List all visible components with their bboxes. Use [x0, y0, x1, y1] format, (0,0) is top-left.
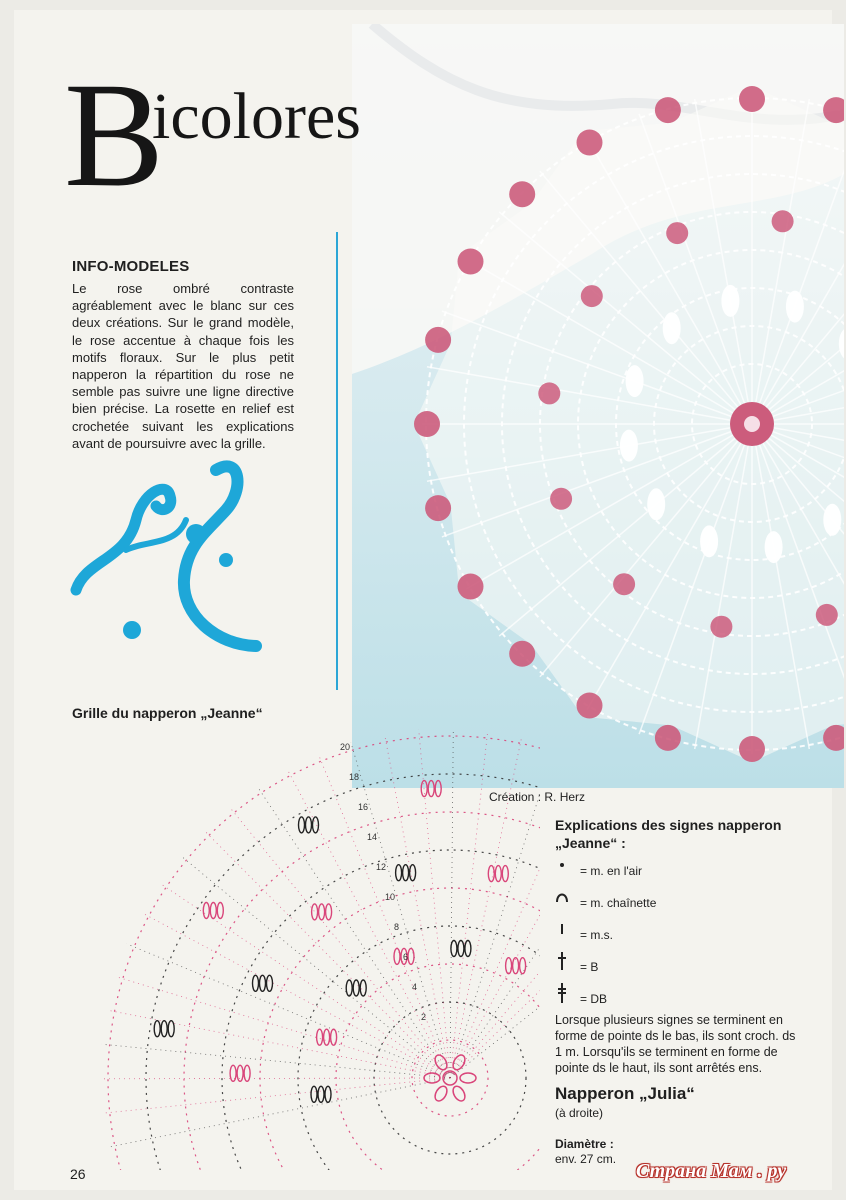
diameter-value: env. 27 cm. [555, 1152, 617, 1166]
legend-text: = B [580, 960, 599, 974]
crochet-chart-diagram [70, 700, 540, 1170]
page-number: 26 [70, 1166, 86, 1182]
legend-text: = DB [580, 992, 608, 1006]
db-symbol-icon [555, 982, 569, 1004]
legend-note: Lorsque plusieurs signes se terminent en forme de pointe ds le bas, ils sont croch. ds 1 m. Lorsqu'ils se terminent en forme de pointe ds le haut, ils sont arrêtés ens. [555, 1013, 796, 1075]
legend-title: Explications des signes napperon „Jeanne“ : [555, 817, 782, 851]
accent-divider [336, 232, 338, 690]
doily-photo [352, 24, 844, 788]
title-rest: icolores [152, 80, 361, 153]
round-number: 14 [367, 832, 378, 842]
b-symbol-icon [555, 950, 569, 972]
round-number: 16 [358, 802, 369, 812]
grille-title: Grille du napperon „Jeanne“ [72, 705, 263, 721]
legend-text: = m.s. [580, 928, 614, 942]
crochet-doily-image [352, 24, 844, 788]
round-number: 18 [349, 772, 360, 782]
bar-symbol-icon [555, 918, 569, 940]
title-initial: B [64, 52, 165, 218]
page-title [64, 52, 361, 218]
round-number: 20 [340, 742, 351, 752]
site-watermark: Страна Мам . ру [636, 1160, 787, 1182]
magazine-page [14, 10, 832, 1190]
round-number: 2 [421, 1012, 427, 1022]
dot-symbol-icon [555, 854, 569, 876]
legend-text: = m. chaînette [580, 896, 657, 910]
photo-credit: Création : R. Herz [489, 790, 586, 804]
round-number: 8 [394, 922, 400, 932]
julia-title: Napperon „Julia“ [555, 1084, 695, 1103]
info-heading: INFO-MODELES [72, 258, 190, 275]
julia-subtitle: (à droite) [555, 1106, 604, 1120]
legend-text: = m. en l'air [580, 864, 642, 878]
arc-symbol-icon [555, 886, 569, 908]
diameter-label: Diamètre : [555, 1137, 614, 1151]
swirl-ornament-icon [66, 450, 266, 660]
round-number: 12 [376, 862, 387, 872]
info-paragraph: Le rose ombré contraste agréablement avec le blanc sur ces deux créations. Sur le grand modèle, le rose accentue à chaque fois les motifs floraux. Sur le plus petit napperon la répartition du rose ne semble pas suivre une ligne directive bien précise. La rosette en relief est crochetée suivant les explications avant de poursuivre avec la grille. [72, 281, 294, 451]
round-number: 4 [412, 982, 418, 992]
round-number: 10 [385, 892, 396, 902]
round-number: 6 [403, 952, 409, 962]
